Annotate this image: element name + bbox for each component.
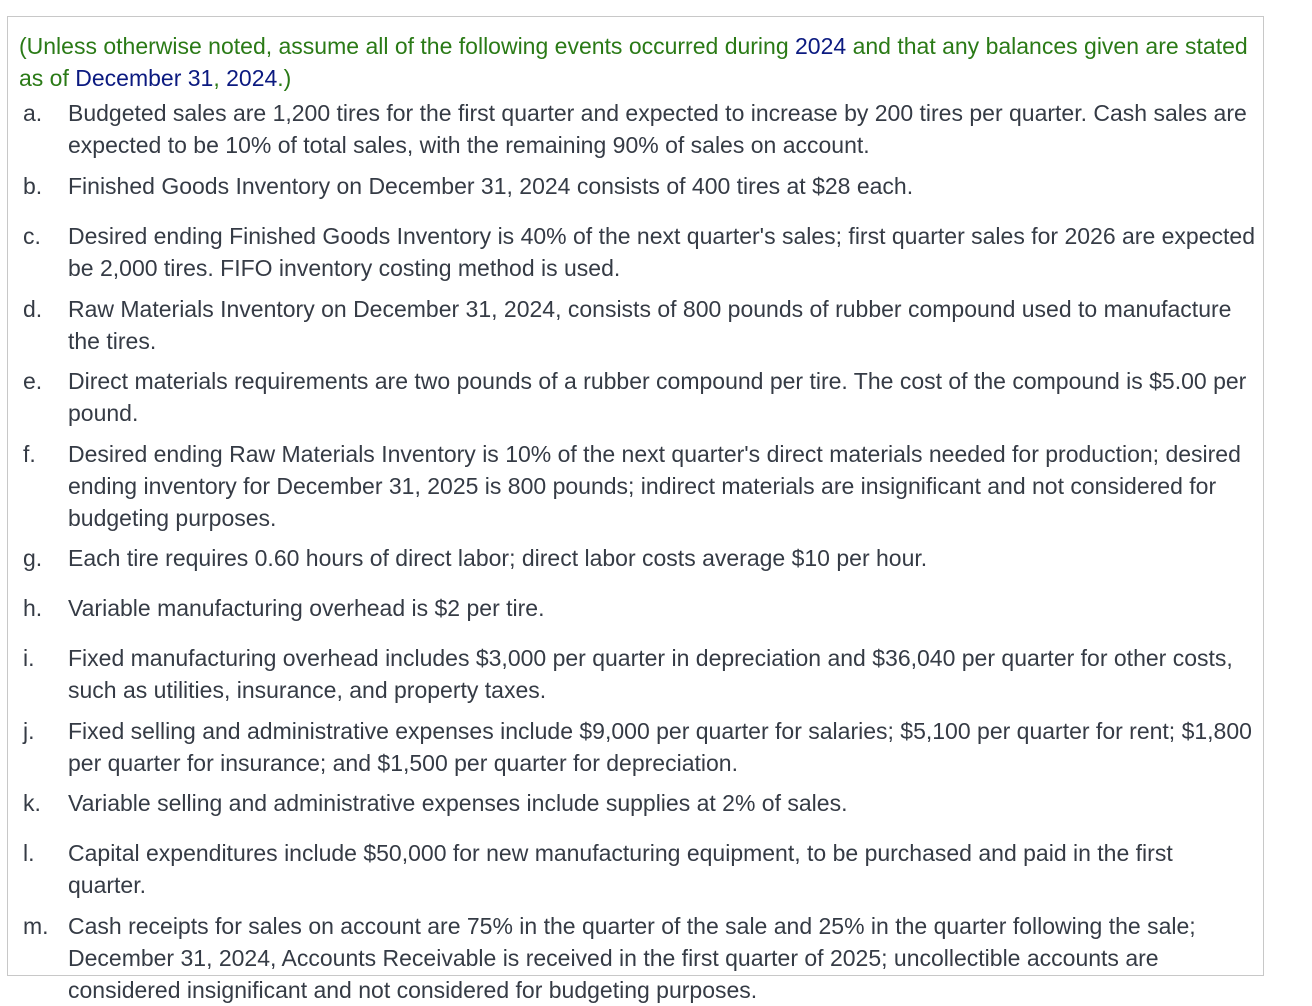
item-text: Variable manufacturing overhead is $2 per tire. — [68, 595, 545, 621]
item-text: Desired ending Finished Goods Inventory is 40% of the next quarter's sales; first quarter sales for 2026 are expected be 2,000 tires. FIFO inventory costing method is used. — [68, 223, 1255, 281]
item-text: Raw Materials Inventory on December 31, 2024, consists of 800 pounds of rubber compound used to manufacture the tires. — [68, 296, 1232, 354]
item-letter: b. — [23, 173, 43, 199]
intro-date: December 31 — [75, 65, 214, 91]
item-text: Fixed manufacturing overhead includes $3,000 per quarter in depreciation and $36,040 per quarter for other costs, such as utilities, insurance, and property taxes. — [68, 645, 1233, 703]
item-letter: e. — [23, 368, 43, 394]
item-letter: m. — [23, 913, 49, 939]
intro-note — [19, 30, 1249, 94]
item-text: Budgeted sales are 1,200 tires for the first quarter and expected to increase by 200 tires per quarter. Cash sales are expected to be 10% of total sales, with the remaining 90% of sales on account. — [68, 100, 1247, 158]
intro-text-2: and that any balances given are stated as of — [19, 33, 1248, 91]
item-letter: g. — [23, 545, 43, 571]
item-text: Finished Goods Inventory on December 31, 2024 consists of 400 tires at $28 each. — [68, 173, 914, 199]
item-letter: a. — [23, 100, 43, 126]
item-text: Variable selling and administrative expenses include supplies at 2% of sales. — [68, 790, 848, 816]
item-text: Direct materials requirements are two pounds of a rubber compound per tire. The cost of the compound is $5.00 per pound. — [68, 368, 1247, 426]
item-text: Each tire requires 0.60 hours of direct labor; direct labor costs average $10 per hour. — [68, 545, 928, 571]
intro-year-2: 2024 — [226, 65, 278, 91]
item-letter: k. — [23, 790, 41, 816]
item-text: Cash receipts for sales on account are 75% in the quarter of the sale and 25% in the quarter following the sale; December 31, 2024, Accounts Receivable is received in the first quarter of 2025; uncollectible accounts are considered insignificant and not considered for budgeting purposes. — [68, 913, 1196, 1003]
intro-year: 2024 — [795, 33, 847, 59]
intro-comma: , — [213, 65, 227, 91]
intro-text-1: (Unless otherwise noted, assume all of the following events occurred during — [19, 33, 796, 59]
problem-data-panel — [7, 16, 1264, 1003]
item-letter: h. — [23, 595, 43, 621]
item-letter: j. — [23, 718, 35, 744]
item-letter: l. — [23, 840, 35, 866]
item-text: Capital expenditures include $50,000 for new manufacturing equipment, to be purchased and paid in the first quarter. — [68, 840, 1173, 898]
item-letter: d. — [23, 296, 43, 322]
item-letter: f. — [23, 441, 36, 467]
intro-text-3: .) — [277, 65, 292, 91]
item-letter: c. — [23, 223, 41, 249]
item-text: Desired ending Raw Materials Inventory is 10% of the next quarter's direct materials needed for production; desired ending inventory for December 31, 2025 is 800 pounds; indirect materials are insignificant and not considered for budgeting purposes. — [68, 441, 1241, 531]
item-text: Fixed selling and administrative expenses include $9,000 per quarter for salaries; $5,100 per quarter for rent; $1,800 per quarter for insurance; and $1,500 per quarter for depreciation. — [68, 718, 1252, 776]
item-letter: i. — [23, 645, 35, 671]
